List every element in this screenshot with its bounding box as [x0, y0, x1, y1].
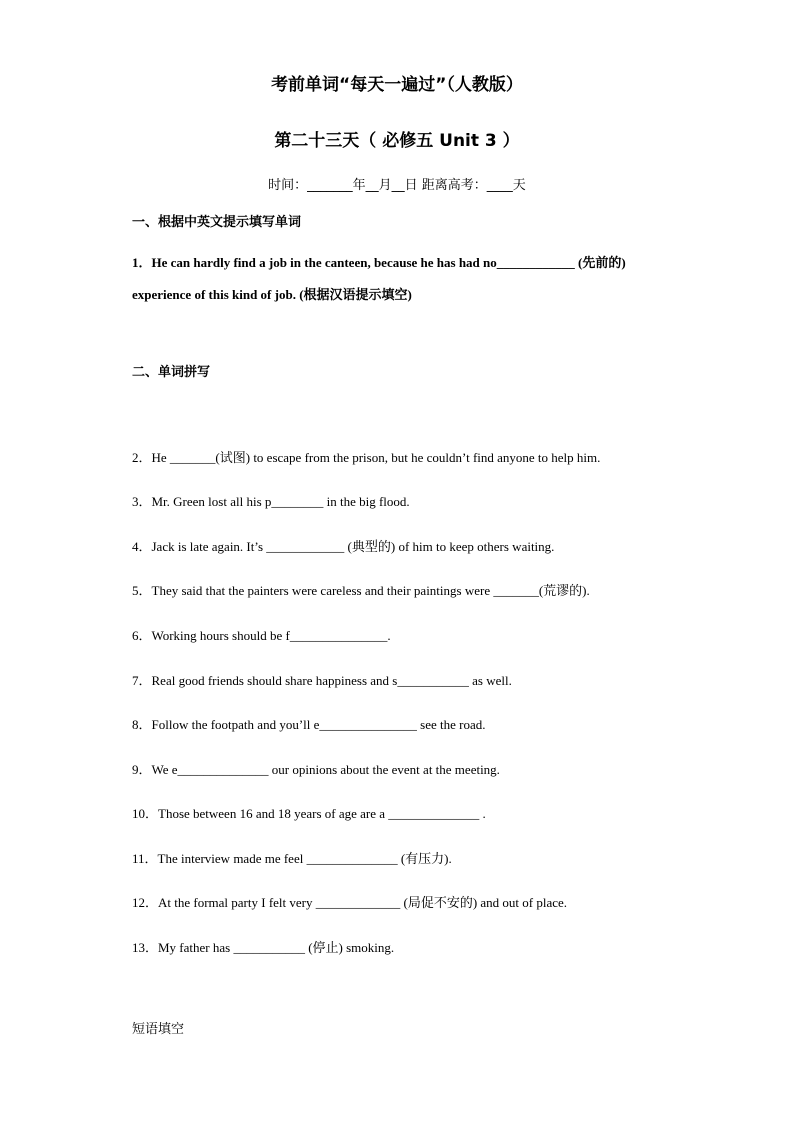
section-heading-3: 短语填空: [132, 1022, 185, 1037]
question-item: 7．Real good friends should share happiness and s___________ as well.: [132, 673, 512, 688]
question-item: 10．Those between 16 and 18 years of age are a ______________ .: [132, 806, 486, 821]
question-item: 8．Follow the footpath and you’ll e_______________ see the road.: [132, 717, 486, 732]
question-item: 9．We e______________ our opinions about the event at the meeting.: [132, 762, 500, 777]
date-line: 时间：_______年__月__日 距离高考：____天: [268, 178, 526, 193]
question-item: 2．He _______(试图) to escape from the prison, but he couldn’t find anyone to help him.: [132, 450, 601, 465]
question-item: 6．Working hours should be f_______________.: [132, 628, 391, 643]
section-heading-1: 一、根据中英文提示填写单词: [132, 215, 302, 230]
question-item: 11．The interview made me feel ______________ (有压力).: [132, 851, 452, 866]
question-item: 4．Jack is late again. It’s ____________ (典型的) of him to keep others waiting.: [132, 539, 555, 554]
document-title: 考前单词“每天一遍过”（人教版）: [271, 75, 523, 95]
document-subtitle: 第二十三天（ 必修五 Unit 3 ）: [274, 131, 520, 151]
question-1-line-1: 1．He can hardly find a job in the canteen, because he has had no____________ (先前的): [132, 255, 626, 270]
question-item: 13．My father has ___________ (停止) smoking.: [132, 940, 395, 955]
question-item: 5．They said that the painters were careless and their paintings were _______(荒谬的).: [132, 583, 590, 598]
question-1-line-2: experience of this kind of job. (根据汉语提示填空): [132, 287, 412, 302]
question-item: 12．At the formal party I felt very _____________ (局促不安的) and out of place.: [132, 895, 568, 910]
question-item: 3．Mr. Green lost all his p________ in the big flood.: [132, 494, 410, 509]
section-heading-2: 二、单词拼写: [132, 365, 211, 380]
